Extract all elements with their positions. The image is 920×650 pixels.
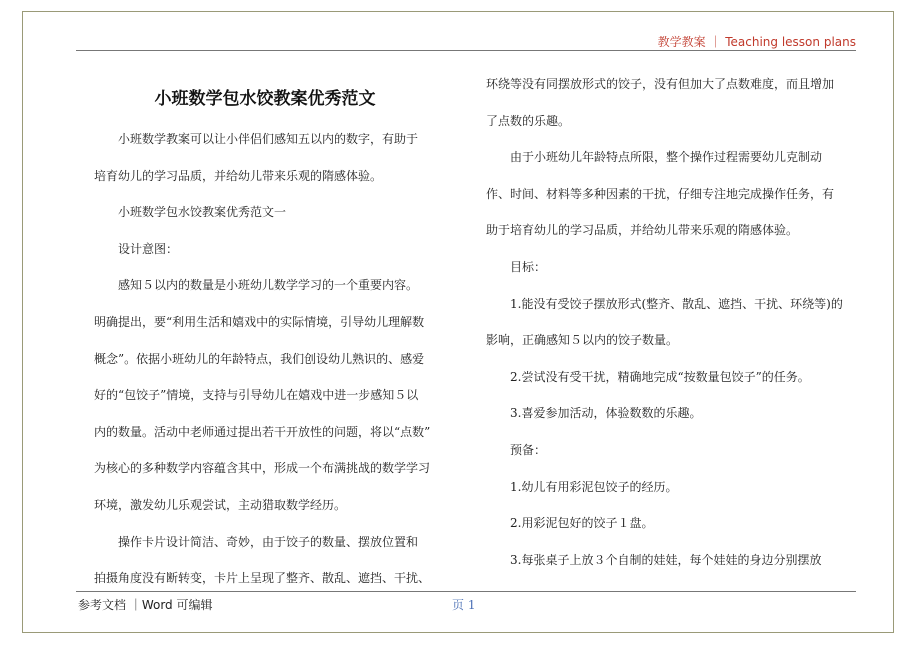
text-line: 感知５以内的数量是小班幼儿数学学习的一个重要内容。: [94, 278, 419, 293]
text-line: 影响，正确感知５以内的饺子数量。: [486, 333, 679, 348]
text-line: 为核心的多种数学内容蕴含其中，形成一个布满挑战的数学学习: [94, 461, 431, 476]
text-line: 2.尝试没有受干扰，精确地完成“按数量包饺子”的任务。: [486, 369, 810, 384]
text-line: 环绕等没有同摆放形式的饺子，没有但加大了点数难度，而且增加: [486, 77, 835, 91]
text-line: 作、时间、材料等多种因素的干扰，仔细专注地完成操作任务，有: [486, 186, 835, 201]
footer-divider: [76, 591, 856, 592]
text-line: 概念”。依据小班幼儿的年龄特点，我们创设幼儿熟识的、感爱: [94, 351, 425, 366]
text-line: 3.喜爱参加活动，体验数数的乐趣。: [486, 406, 702, 421]
footer-note: 参考文档 ｜Word 可编辑: [78, 598, 213, 612]
text-line: 了点数的乐趣。: [486, 113, 571, 128]
page-header: 教学教案 ｜ Teaching lesson plans: [657, 35, 856, 49]
text-line: 明确提出，要“利用生活和嬉戏中的实际情境，引导幼儿理解数: [94, 314, 425, 329]
text-line: 培育幼儿的学习品质，并给幼儿带来乐观的隋感体验。: [94, 168, 383, 183]
left-column: [94, 121, 454, 597]
text-line: 1.幼儿有用彩泥包饺子的经历。: [486, 479, 678, 494]
text-line: 拍摄角度没有断转变，卡片上呈现了整齐、散乱、遮挡、干扰、: [94, 571, 431, 586]
text-line: 3.每张桌子上放３个自制的娃娃，每个娃娃的身边分别摆放: [486, 552, 822, 567]
text-line: 1.能没有受饺子摆放形式(整齐、散乱、遮挡、干扰、环绕等)的: [486, 296, 843, 311]
text-line: 小班数学教案可以让小伴侣们感知五以内的数字，有助于: [94, 132, 419, 146]
header-divider: [76, 50, 856, 51]
text-line: 助于培育幼儿的学习品质，并给幼儿带来乐观的隋感体验。: [486, 223, 799, 238]
text-line: 2.用彩泥包好的饺子１盘。: [486, 516, 654, 531]
document-title: 小班数学包水饺教案优秀范文: [154, 89, 376, 109]
right-column: [486, 66, 856, 578]
text-line: 好的“包饺子”情境，支持与引导幼儿在嬉戏中进一步感知５以: [94, 388, 419, 403]
text-line: 预备：: [486, 442, 547, 457]
text-line: 设计意图：: [94, 241, 179, 256]
text-line: 小班数学包水饺教案优秀范文一: [94, 205, 287, 220]
page-number: 页 1: [452, 598, 476, 612]
text-line: 目标：: [486, 259, 547, 274]
text-line: 由于小班幼儿年龄特点所限，整个操作过程需要幼儿克制动: [486, 150, 823, 165]
text-line: 操作卡片设计简洁、奇妙，由于饺子的数量、摆放位置和: [94, 534, 419, 549]
text-line: 环境，激发幼儿乐观尝试，主动猎取数学经历。: [94, 497, 347, 512]
text-line: 内的数量。活动中老师通过提出若干开放性的问题，将以“点数”: [94, 424, 431, 439]
